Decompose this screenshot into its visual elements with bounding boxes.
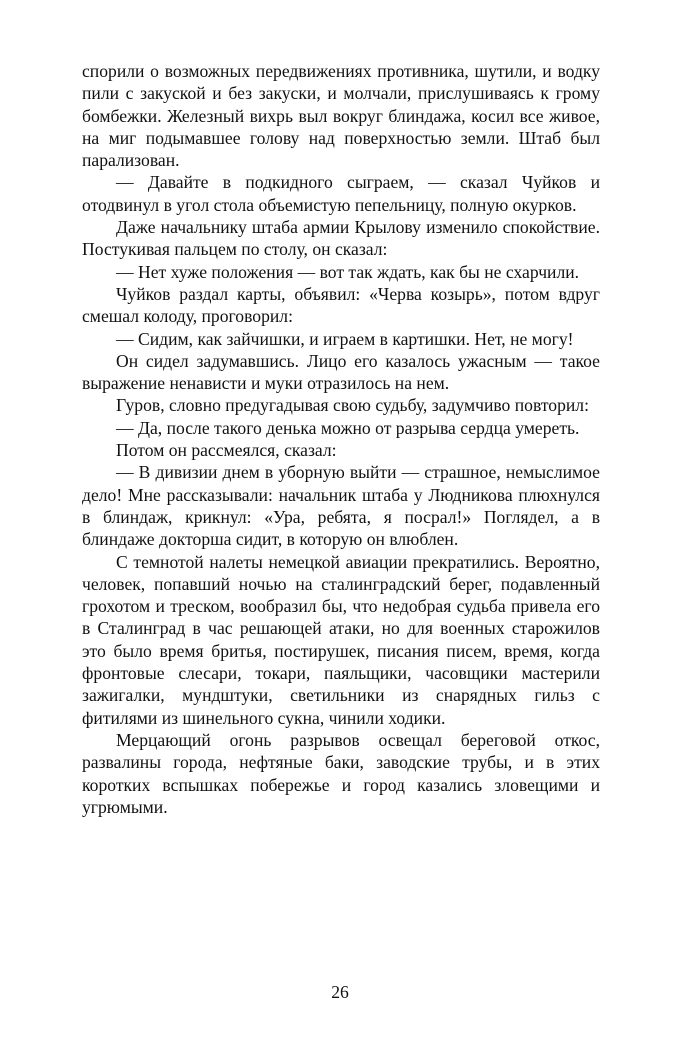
paragraph: Чуйков раздал карты, объявил: «Черва козырь», потом вдруг смешал колоду, проговорил: [82,283,600,327]
paragraph-dialogue: — Нет хуже положения — вот так ждать, как бы не схарчили. [116,261,580,282]
body-text [82,60,600,818]
paragraph: Гуров, словно предугадывая свою судьбу, задумчиво повторил: [116,395,589,416]
paragraph: Даже начальнику штаба армии Крылову изменило спокойствие. Постукивая пальцем по столу, он сказал: [82,217,600,260]
paragraph-dialogue: — Да, после такого денька можно от разрыва сердца умереть. [116,417,580,438]
paragraph-dialogue: — В дивизии днем в уборную выйти — страшное, немыслимое дело! Мне рассказывали: начальник штаба у Людникова плюхнулся в блиндаж, крикнул: «Ура, ребята, я посрал!» Поглядел, а в блиндаже докторша сидит, в которую он влюблен. [82,462,600,550]
page-number: 26 [331,982,349,1002]
paragraph: Потом он рассмеялся, сказал: [116,440,337,461]
paragraph: Он сидел задумавшись. Лицо его казалось ужасным — такое выражение ненависти и муки отразилось на нем. [82,350,600,394]
paragraph-continued: спорили о возможных передвижениях противника, шутили, и водку пили с закуской и без закуски, и молчали, прислушиваясь к грому бомбежки. Железный вихрь выл вокруг блиндажа, косил все живое, на миг подымавшее голову над поверхностью земли. Штаб был парализован. [82,61,600,171]
paragraph-dialogue: — Давайте в подкидного сыграем, — сказал Чуйков и отодвинул в угол стола объемистую пепельницу, полную окурков. [82,172,600,215]
paragraph: С темнотой налеты немецкой авиации прекратились. Вероятно, человек, попавший ночью на сталинградский берег, подавленный грохотом и треском, вообразил бы, что недобрая судьба привела его в Сталинград в час решающей атаки, но для военных старожилов это было время бритья, постирушек, писания писем, время, когда фронтовые слесари, токари, паяльщики, часовщики мастерили зажигалки, мундштуки, светильники из снарядных гильз с фитилями из шинельного сукна, чинили ходики. [82,551,600,728]
paragraph: Мерцающий огонь разрывов освещал береговой откос, развалины города, нефтяные баки, заводские трубы, и в этих коротких вспышках побережье и город казались зловещими и угрюмыми. [82,729,600,817]
paragraph-dialogue: — Сидим, как зайчишки, и играем в картишки. Нет, не могу! [116,328,574,349]
